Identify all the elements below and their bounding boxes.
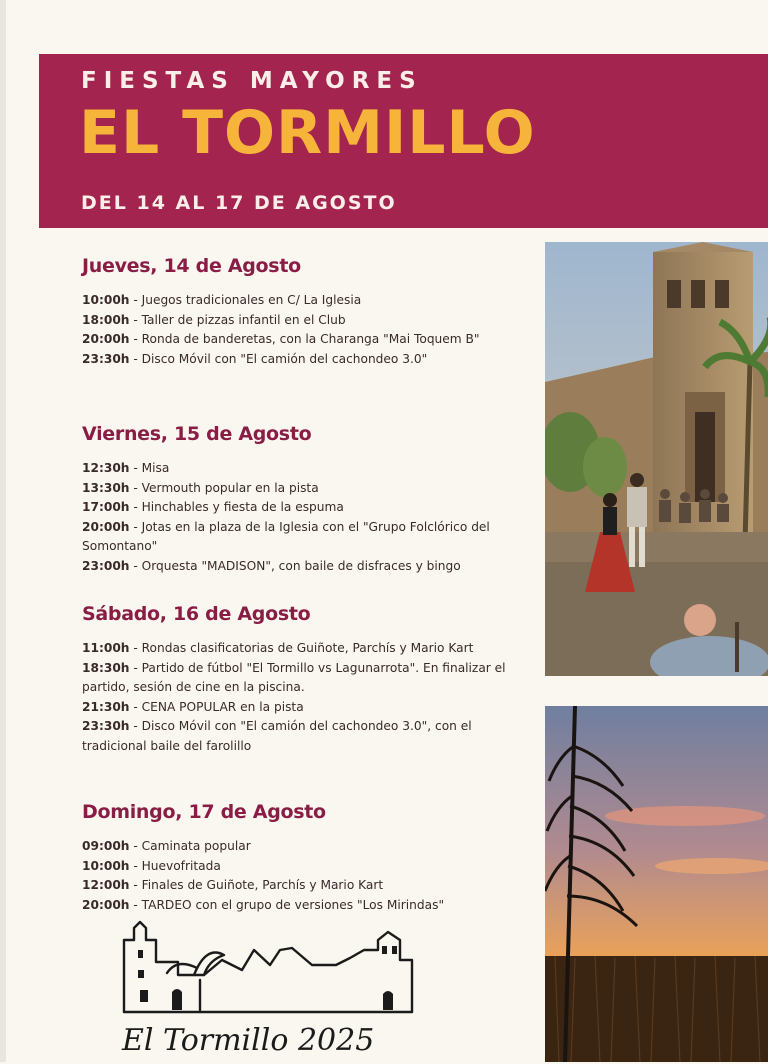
sunset-photo [545, 706, 768, 1062]
day-section-sunday [82, 801, 532, 915]
day-section-saturday [82, 603, 532, 757]
event-item: 09:00h - Caminata popular [82, 839, 251, 853]
event-item: 17:00h - Hinchables y fiesta de la espuma [82, 500, 344, 515]
event-list [82, 639, 532, 757]
day-title: Sábado, 16 de Agosto [82, 603, 311, 625]
event-item: 10:00h - Huevofritada [82, 858, 221, 873]
event-list [82, 837, 532, 915]
event-item: 20:00h - Jotas en la plaza de la Iglesia con el "Grupo Folclórico del Somontano" [82, 519, 490, 554]
event-item: 20:00h - Ronda de banderetas, con la Charanga "Mai Toquem B" [82, 332, 480, 347]
event-list [82, 291, 532, 369]
event-list [82, 459, 532, 577]
event-item: 23:00h - Orquesta "MADISON", con baile de disfraces y bingo [82, 558, 461, 573]
church-plaza-photo [545, 242, 768, 676]
event-item: 11:00h - Rondas clasificatorias de Guiñote, Parchís y Mario Kart [82, 641, 474, 655]
event-item: 20:00h - TARDEO con el grupo de versiones "Los Mirindas" [82, 897, 445, 912]
el-tormillo-logo [112, 920, 447, 1060]
day-title: Domingo, 17 de Agosto [82, 801, 326, 823]
day-title: Jueves, 14 de Agosto [82, 255, 301, 277]
day-section-friday [82, 423, 532, 577]
header-dates: DEL 14 AL 17 DE AGOSTO [81, 192, 397, 214]
event-item: 18:30h - Partido de fútbol "El Tormillo vs Lagunarrota". En finalizar el partido, sesión de cine en la piscina. [82, 660, 506, 695]
header-title: EL TORMILLO [79, 98, 536, 168]
event-item: 10:00h - Juegos tradicionales en C/ La Iglesia [82, 293, 362, 307]
header-banner [39, 54, 768, 228]
event-item: 23:30h - Disco Móvil con "El camión del cachondeo 3.0", con el tradicional baile del farolillo [82, 719, 472, 753]
event-item: 21:30h - CENA POPULAR en la pista [82, 699, 304, 714]
event-item: 13:30h - Vermouth popular en la pista [82, 480, 319, 495]
page-edge [0, 0, 6, 1062]
event-item: 18:00h - Taller de pizzas infantil en el Club [82, 312, 346, 327]
logo-caption: El Tormillo 2025 [122, 1023, 375, 1058]
event-item: 12:00h - Finales de Guiñote, Parchís y Mario Kart [82, 878, 384, 893]
day-title: Viernes, 15 de Agosto [82, 423, 312, 445]
header-kicker: FIESTAS MAYORES [81, 68, 423, 94]
event-item: 23:30h - Disco Móvil con "El camión del cachondeo 3.0" [82, 351, 428, 366]
event-item: 12:30h - Misa [82, 461, 170, 475]
day-section-thursday [82, 255, 532, 369]
